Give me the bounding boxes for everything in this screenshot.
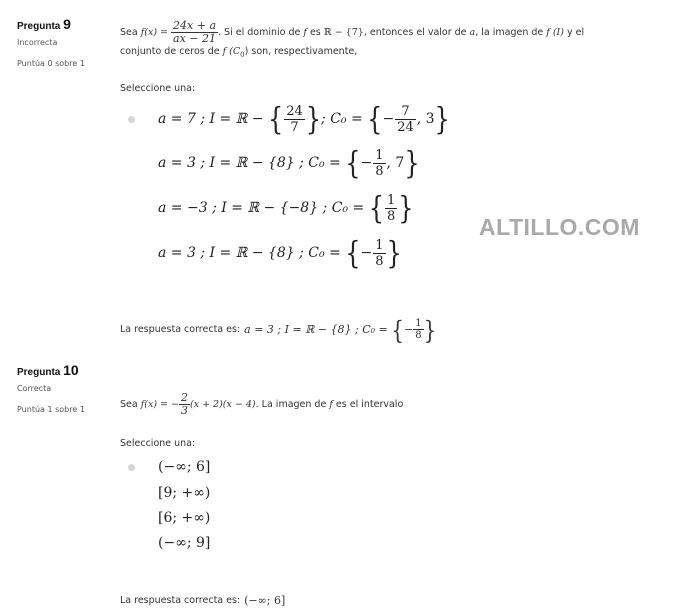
question-number-value: 10	[63, 362, 79, 378]
question-info	[17, 362, 117, 414]
question-number-value: 9	[63, 16, 71, 32]
watermark-logo: ALTILLO.COM	[479, 214, 640, 240]
select-label: Seleccione una:	[120, 438, 196, 449]
question-grade: Puntúa 1 sobre 1	[17, 405, 85, 414]
question-stem: Sea f(x) = $\frac{24x + a}{ax - 21}$ . Si el dominio de f es ℝ − {7} , entonces el valor de a , la imagen de f (I) y el conjunto de ceros de f $(C_0)$ son, respectivamente,	[120, 19, 585, 59]
select-label: Seleccione una:	[120, 83, 196, 94]
correct-answer: La respuesta correcta es: a = 3 ; I = ℝ − {8} ; C₀ = { − $\frac{1}{8}$ }	[120, 314, 437, 345]
question-state: Incorrecta	[17, 38, 58, 47]
question-number: Pregunta 9	[17, 16, 71, 32]
question-info	[17, 16, 117, 68]
radio-button[interactable]	[128, 464, 135, 471]
stem-fraction: $\frac{2}{3}$	[180, 391, 188, 417]
question-stem: Sea f(x) = − $\frac{2}{3}$ (x + 2)(x − 4) . La imagen de f es el intervalo	[120, 391, 404, 417]
question-grade: Puntúa 0 sobre 1	[17, 59, 85, 68]
question-number: Pregunta 10	[17, 362, 79, 378]
correct-answer: La respuesta correcta es: (−∞; 6]	[120, 594, 286, 607]
question-state: Correcta	[17, 384, 52, 393]
stem-fraction: $\frac{24x + a}{ax - 21}$	[173, 19, 217, 45]
radio-button[interactable]	[128, 116, 135, 123]
